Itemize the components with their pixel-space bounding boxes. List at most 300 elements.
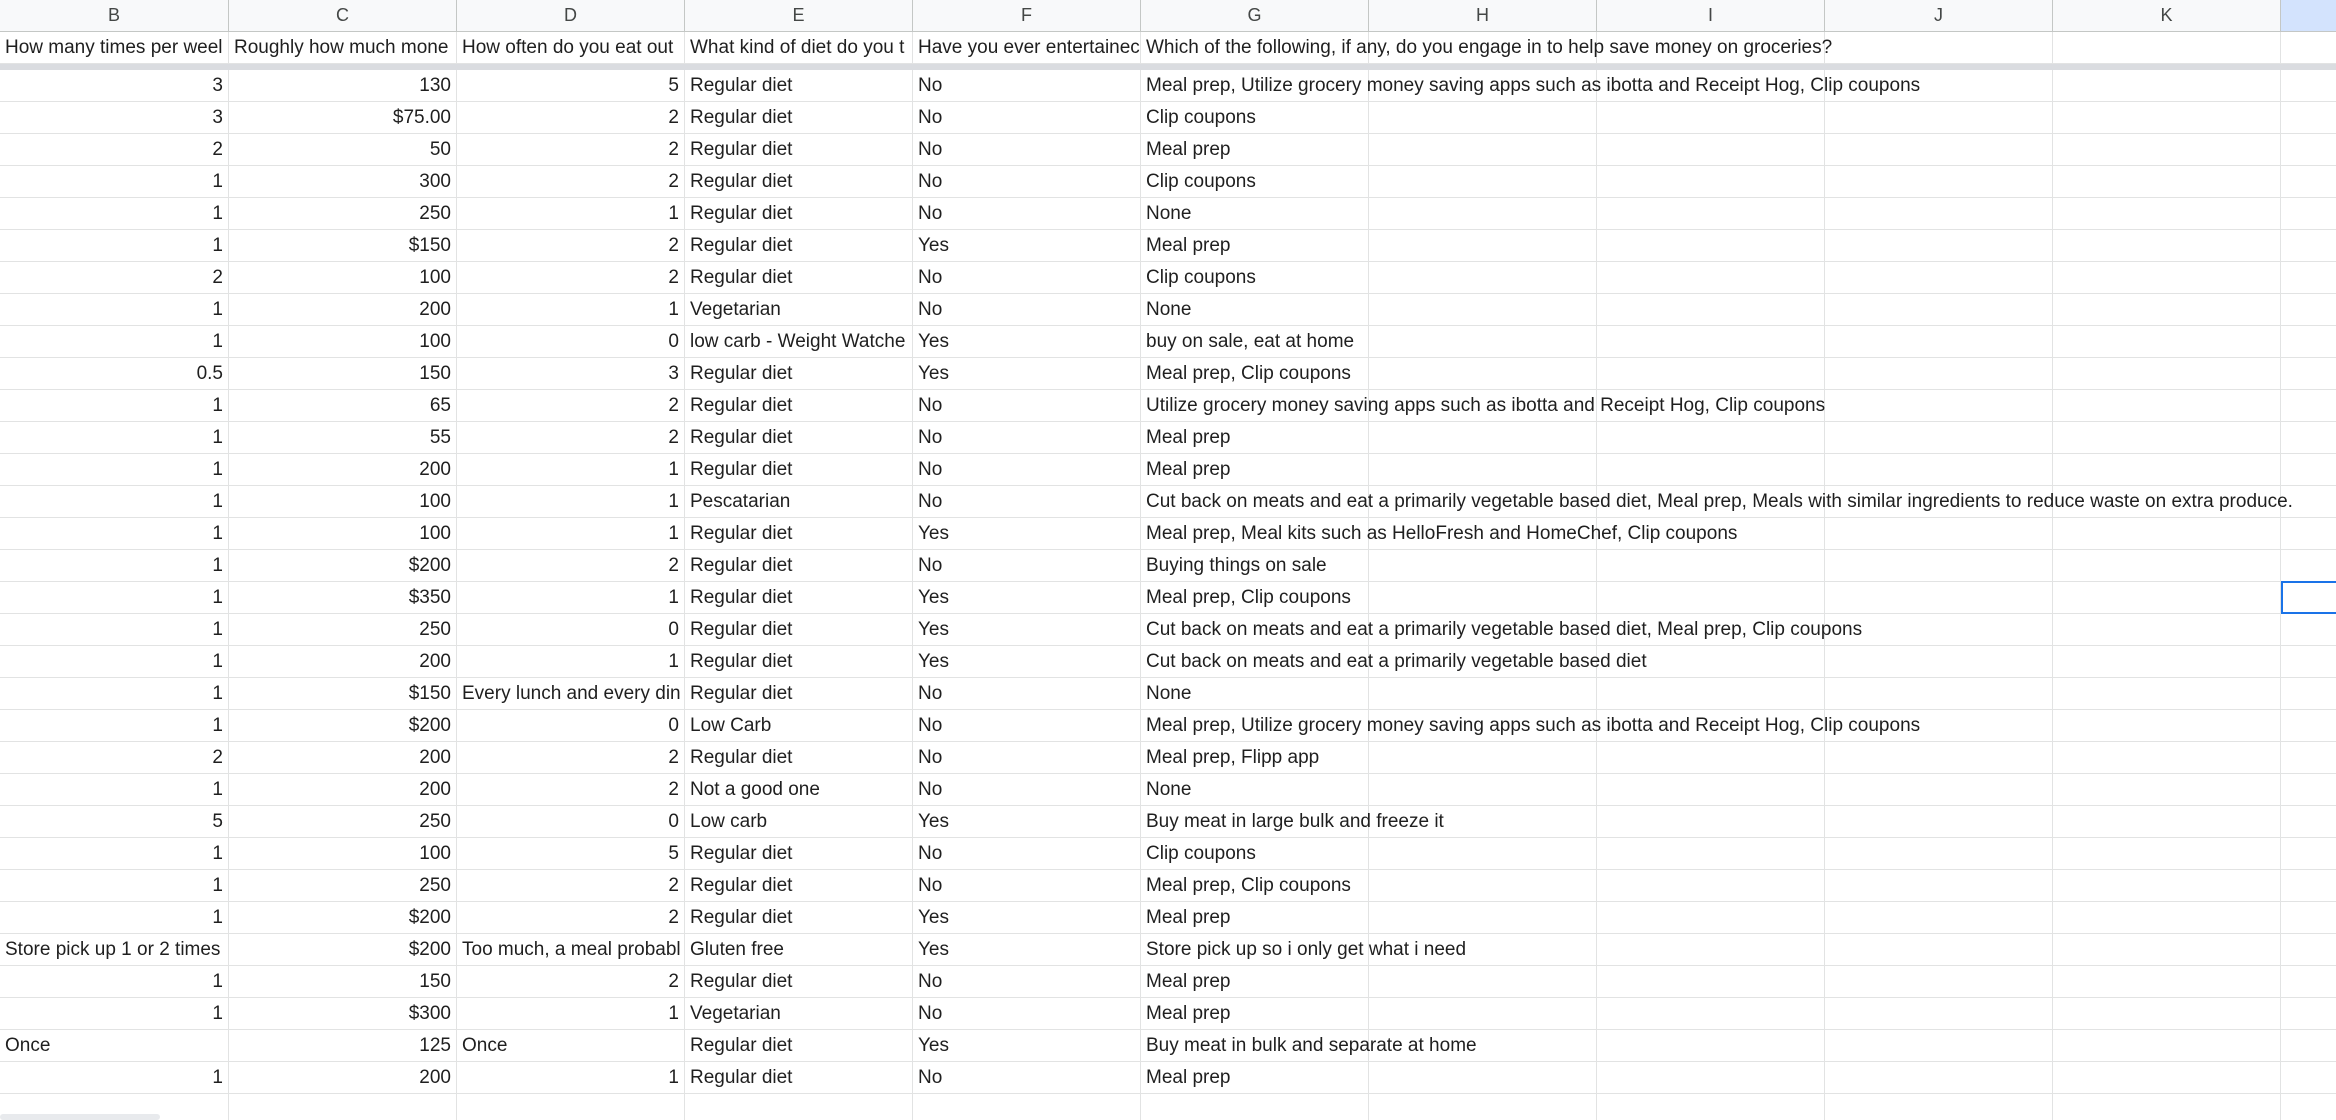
table-cell[interactable]: No [913,998,1141,1030]
table-cell[interactable]: $200 [229,710,457,742]
table-cell[interactable]: 1 [0,326,229,358]
table-cell[interactable] [1369,870,1597,902]
table-cell[interactable] [2053,70,2281,102]
table-cell[interactable] [1369,998,1597,1030]
table-cell[interactable] [1597,358,1825,390]
table-cell[interactable] [2053,262,2281,294]
table-cell[interactable]: Yes [913,646,1141,678]
table-cell[interactable]: Regular diet [685,390,913,422]
table-cell[interactable] [1825,550,2053,582]
table-cell[interactable] [1369,102,1597,134]
table-cell[interactable]: 2 [0,742,229,774]
header-cell[interactable] [2281,32,2336,64]
table-cell[interactable]: Meal prep, Clip coupons [1141,358,1369,390]
column-header-f[interactable]: F [913,0,1141,31]
table-cell[interactable]: 1 [0,582,229,614]
table-cell[interactable]: $150 [229,678,457,710]
table-cell[interactable]: No [913,678,1141,710]
table-cell[interactable] [1825,262,2053,294]
table-cell[interactable]: 2 [457,870,685,902]
table-cell[interactable] [1369,454,1597,486]
table-cell[interactable]: Meal prep, Utilize grocery money saving apps such as ibotta and Receipt Hog, Clip coupons [1141,710,1369,742]
table-cell[interactable] [2053,614,2281,646]
column-header-g[interactable]: G [1141,0,1369,31]
table-cell[interactable]: $150 [229,230,457,262]
table-cell[interactable] [1369,582,1597,614]
table-cell[interactable] [1825,134,2053,166]
table-cell[interactable]: 2 [457,102,685,134]
table-cell[interactable]: Clip coupons [1141,166,1369,198]
table-cell[interactable]: 1 [0,198,229,230]
table-cell[interactable]: $200 [229,934,457,966]
table-cell[interactable] [1597,934,1825,966]
table-cell[interactable]: Regular diet [685,262,913,294]
table-cell[interactable] [1825,998,2053,1030]
table-cell[interactable] [1825,966,2053,998]
table-cell[interactable]: Cut back on meats and eat a primarily vegetable based diet, Meal prep, Clip coupons [1141,614,1369,646]
table-cell[interactable]: 250 [229,870,457,902]
table-cell[interactable]: Yes [913,1030,1141,1062]
table-cell[interactable] [2281,678,2336,710]
table-cell[interactable]: No [913,870,1141,902]
table-cell[interactable]: 1 [0,390,229,422]
table-cell[interactable] [2281,518,2336,550]
table-cell[interactable] [2281,550,2336,582]
table-cell[interactable] [2053,1094,2281,1120]
table-cell[interactable] [2281,806,2336,838]
table-cell[interactable]: 100 [229,518,457,550]
table-cell[interactable] [2281,326,2336,358]
table-cell[interactable] [2281,134,2336,166]
table-cell[interactable] [1597,838,1825,870]
table-cell[interactable] [1597,1030,1825,1062]
table-cell[interactable] [2053,646,2281,678]
table-cell[interactable]: No [913,198,1141,230]
table-cell[interactable]: Regular diet [685,550,913,582]
table-cell[interactable] [2281,422,2336,454]
table-cell[interactable]: No [913,294,1141,326]
table-cell[interactable]: 2 [457,166,685,198]
column-header-j[interactable]: J [1825,0,2053,31]
table-cell[interactable]: Regular diet [685,646,913,678]
table-cell[interactable]: 1 [0,166,229,198]
table-cell[interactable]: Meal prep [1141,422,1369,454]
table-cell[interactable]: Meal prep, Utilize grocery money saving apps such as ibotta and Receipt Hog, Clip coupons [1141,70,1369,102]
table-cell[interactable]: Meal prep [1141,902,1369,934]
table-cell[interactable]: 130 [229,70,457,102]
table-cell[interactable]: 5 [457,70,685,102]
table-cell[interactable]: Regular diet [685,230,913,262]
table-cell[interactable]: Utilize grocery money saving apps such as ibotta and Receipt Hog, Clip coupons [1141,390,1369,422]
table-cell[interactable] [1825,1062,2053,1094]
table-cell[interactable] [2053,774,2281,806]
table-cell[interactable]: Cut back on meats and eat a primarily vegetable based diet, Meal prep, Meals with similar ingredients to reduce waste on extra produce. [1141,486,1369,518]
table-cell[interactable]: 55 [229,422,457,454]
table-cell[interactable]: No [913,166,1141,198]
table-cell[interactable] [1825,678,2053,710]
table-cell[interactable] [2053,966,2281,998]
table-cell[interactable] [1825,934,2053,966]
table-cell[interactable] [2053,678,2281,710]
table-cell[interactable]: 1 [0,1062,229,1094]
table-cell[interactable]: Once [457,1030,685,1062]
column-header-h[interactable]: H [1369,0,1597,31]
table-cell[interactable]: Yes [913,934,1141,966]
table-cell[interactable] [1597,550,1825,582]
table-cell[interactable] [2053,582,2281,614]
table-cell[interactable]: 1 [0,838,229,870]
table-cell[interactable]: 0.5 [0,358,229,390]
table-cell[interactable] [1369,550,1597,582]
table-cell[interactable]: Yes [913,518,1141,550]
table-cell[interactable] [1369,358,1597,390]
table-cell[interactable]: 250 [229,614,457,646]
table-cell[interactable]: No [913,486,1141,518]
table-cell[interactable] [1369,134,1597,166]
table-cell[interactable]: 2 [457,550,685,582]
table-cell[interactable] [1597,166,1825,198]
table-cell[interactable] [1597,774,1825,806]
table-cell[interactable]: Meal prep [1141,454,1369,486]
table-cell[interactable]: $200 [229,550,457,582]
table-cell[interactable]: Yes [913,614,1141,646]
table-cell[interactable]: 1 [0,614,229,646]
table-cell[interactable] [2053,518,2281,550]
table-cell[interactable] [1825,326,2053,358]
header-cell[interactable]: What kind of diet do you t [685,32,913,64]
table-cell[interactable] [2053,230,2281,262]
table-cell[interactable]: No [913,742,1141,774]
table-cell[interactable] [1369,422,1597,454]
table-cell[interactable]: 1 [0,710,229,742]
table-cell[interactable] [1825,518,2053,550]
table-cell[interactable] [2053,102,2281,134]
table-cell[interactable]: Regular diet [685,902,913,934]
table-cell[interactable] [1369,838,1597,870]
table-cell[interactable]: None [1141,678,1369,710]
table-cell[interactable] [2281,102,2336,134]
table-cell[interactable]: 1 [457,518,685,550]
table-cell[interactable] [2281,1094,2336,1120]
table-cell[interactable] [1825,902,2053,934]
table-cell[interactable] [1369,326,1597,358]
header-cell[interactable] [1825,32,2053,64]
table-cell[interactable] [1825,774,2053,806]
table-cell[interactable] [2053,198,2281,230]
table-cell[interactable] [1597,422,1825,454]
table-cell[interactable]: 2 [457,390,685,422]
table-cell[interactable]: 200 [229,646,457,678]
table-cell[interactable] [2281,774,2336,806]
table-cell[interactable]: Meal prep [1141,134,1369,166]
table-cell[interactable] [2281,454,2336,486]
column-header-b[interactable]: B [0,0,229,31]
table-cell[interactable]: 0 [457,710,685,742]
table-cell[interactable]: 2 [457,230,685,262]
table-cell[interactable]: 1 [0,774,229,806]
table-cell[interactable]: Regular diet [685,134,913,166]
header-cell[interactable] [2053,32,2281,64]
table-cell[interactable]: Vegetarian [685,294,913,326]
table-cell[interactable]: 100 [229,486,457,518]
table-cell[interactable] [2281,902,2336,934]
table-cell[interactable]: 65 [229,390,457,422]
table-cell[interactable]: Once [0,1030,229,1062]
table-cell[interactable] [1597,326,1825,358]
column-header-i[interactable]: I [1597,0,1825,31]
table-cell[interactable]: No [913,1062,1141,1094]
table-cell[interactable] [1597,262,1825,294]
table-cell[interactable]: Store pick up so i only get what i need [1141,934,1369,966]
table-cell[interactable]: 150 [229,358,457,390]
table-cell[interactable]: 1 [0,422,229,454]
table-cell[interactable]: 1 [0,454,229,486]
table-cell[interactable]: Regular diet [685,742,913,774]
table-cell[interactable]: buy on sale, eat at home [1141,326,1369,358]
table-cell[interactable] [2281,294,2336,326]
table-cell[interactable]: 3 [0,70,229,102]
table-cell[interactable] [1825,230,2053,262]
table-cell[interactable] [1369,742,1597,774]
table-cell[interactable]: Clip coupons [1141,838,1369,870]
table-cell[interactable]: Buy meat in bulk and separate at home [1141,1030,1369,1062]
table-cell[interactable]: Yes [913,902,1141,934]
table-cell[interactable] [1597,998,1825,1030]
table-cell[interactable]: No [913,422,1141,454]
table-cell[interactable]: 1 [457,646,685,678]
table-cell[interactable]: 1 [0,902,229,934]
table-cell[interactable]: 150 [229,966,457,998]
table-cell[interactable]: Pescatarian [685,486,913,518]
table-cell[interactable] [2053,998,2281,1030]
table-cell[interactable]: Vegetarian [685,998,913,1030]
table-cell[interactable] [1369,1094,1597,1120]
table-cell[interactable] [2053,742,2281,774]
table-cell[interactable] [2281,614,2336,646]
table-cell[interactable]: 1 [0,966,229,998]
table-cell[interactable]: Regular diet [685,582,913,614]
table-cell[interactable] [2281,166,2336,198]
table-cell[interactable]: No [913,966,1141,998]
table-cell[interactable]: Regular diet [685,838,913,870]
table-cell[interactable] [2053,326,2281,358]
table-cell[interactable]: 0 [457,806,685,838]
table-cell[interactable] [1825,742,2053,774]
table-cell[interactable] [229,1094,457,1120]
table-cell[interactable] [1369,678,1597,710]
table-cell[interactable]: Regular diet [685,870,913,902]
table-cell[interactable] [2053,134,2281,166]
header-cell[interactable]: How many times per weel [0,32,229,64]
table-cell[interactable] [2281,390,2336,422]
table-cell[interactable]: Yes [913,230,1141,262]
table-cell[interactable]: 2 [457,774,685,806]
table-cell[interactable] [2281,230,2336,262]
table-cell[interactable]: 2 [457,262,685,294]
table-cell[interactable]: Not a good one [685,774,913,806]
table-cell[interactable]: Every lunch and every din [457,678,685,710]
table-cell[interactable]: Clip coupons [1141,102,1369,134]
table-cell[interactable] [1369,294,1597,326]
table-cell[interactable]: Store pick up 1 or 2 times [0,934,229,966]
table-cell[interactable] [2281,262,2336,294]
table-cell[interactable]: Yes [913,326,1141,358]
table-cell[interactable]: No [913,710,1141,742]
table-cell[interactable]: Gluten free [685,934,913,966]
table-cell[interactable] [457,1094,685,1120]
table-cell[interactable]: 0 [457,326,685,358]
table-cell[interactable] [1369,198,1597,230]
table-cell[interactable]: Regular diet [685,358,913,390]
table-cell[interactable]: Buy meat in large bulk and freeze it [1141,806,1369,838]
table-cell[interactable]: 125 [229,1030,457,1062]
header-cell[interactable]: Roughly how much mone [229,32,457,64]
table-cell[interactable]: Cut back on meats and eat a primarily vegetable based diet [1141,646,1369,678]
table-cell[interactable]: None [1141,774,1369,806]
table-cell[interactable]: 2 [457,742,685,774]
table-cell[interactable]: $75.00 [229,102,457,134]
table-cell[interactable]: $200 [229,902,457,934]
column-header-c[interactable]: C [229,0,457,31]
table-cell[interactable] [2281,1062,2336,1094]
table-cell[interactable]: 5 [0,806,229,838]
table-cell[interactable]: 200 [229,774,457,806]
table-cell[interactable] [2053,1030,2281,1062]
table-cell[interactable]: 3 [457,358,685,390]
table-cell[interactable] [1825,1094,2053,1120]
table-cell[interactable] [2053,934,2281,966]
table-cell[interactable]: 1 [0,998,229,1030]
table-cell[interactable]: Regular diet [685,454,913,486]
table-cell[interactable]: Meal prep, Meal kits such as HelloFresh and HomeChef, Clip coupons [1141,518,1369,550]
table-cell[interactable]: None [1141,294,1369,326]
table-cell[interactable]: 200 [229,294,457,326]
table-cell[interactable]: Yes [913,582,1141,614]
table-cell[interactable] [2281,358,2336,390]
table-cell[interactable] [2053,454,2281,486]
table-cell[interactable]: Meal prep, Clip coupons [1141,870,1369,902]
table-cell[interactable]: 2 [457,134,685,166]
table-cell[interactable] [1825,166,2053,198]
table-cell[interactable] [1597,102,1825,134]
table-cell[interactable] [1825,870,2053,902]
table-cell[interactable] [1369,902,1597,934]
table-cell[interactable] [1597,294,1825,326]
table-cell[interactable]: No [913,262,1141,294]
table-cell[interactable] [2053,358,2281,390]
table-cell[interactable] [2053,806,2281,838]
table-cell[interactable]: 1 [457,294,685,326]
table-cell[interactable]: 50 [229,134,457,166]
table-cell[interactable] [2281,198,2336,230]
header-cell[interactable]: Which of the following, if any, do you engage in to help save money on groceries? [1141,32,1369,64]
table-cell[interactable] [2053,390,2281,422]
table-cell[interactable] [1597,870,1825,902]
table-cell[interactable]: $350 [229,582,457,614]
table-cell[interactable]: 200 [229,1062,457,1094]
table-cell[interactable]: No [913,134,1141,166]
table-cell[interactable]: 250 [229,806,457,838]
table-cell[interactable]: 250 [229,198,457,230]
table-cell[interactable]: 300 [229,166,457,198]
table-cell[interactable] [1597,678,1825,710]
table-cell[interactable] [2053,902,2281,934]
table-cell[interactable] [2281,998,2336,1030]
table-cell[interactable]: 1 [0,678,229,710]
table-cell[interactable]: Regular diet [685,166,913,198]
table-cell[interactable] [685,1094,913,1120]
table-cell[interactable]: No [913,838,1141,870]
table-cell[interactable] [2053,422,2281,454]
horizontal-scrollbar[interactable] [0,1114,160,1120]
table-cell[interactable] [1597,902,1825,934]
table-cell[interactable] [1825,646,2053,678]
table-cell[interactable] [1597,966,1825,998]
table-cell[interactable]: 1 [0,518,229,550]
table-cell[interactable]: Meal prep, Clip coupons [1141,582,1369,614]
header-cell[interactable]: Have you ever entertainec [913,32,1141,64]
table-cell[interactable] [1597,806,1825,838]
table-cell[interactable] [1141,1094,1369,1120]
table-cell[interactable]: Low carb [685,806,913,838]
table-cell[interactable]: Regular diet [685,1030,913,1062]
table-cell[interactable]: 1 [457,1062,685,1094]
table-cell[interactable] [1825,454,2053,486]
table-cell[interactable] [1825,582,2053,614]
table-cell[interactable]: low carb - Weight Watche [685,326,913,358]
column-header-d[interactable]: D [457,0,685,31]
table-cell[interactable] [1597,1094,1825,1120]
table-cell[interactable]: Buying things on sale [1141,550,1369,582]
table-cell[interactable]: 1 [457,582,685,614]
table-cell[interactable]: Regular diet [685,966,913,998]
table-cell[interactable] [1597,582,1825,614]
table-cell[interactable] [2281,838,2336,870]
table-cell[interactable]: 1 [457,998,685,1030]
table-cell[interactable]: Low Carb [685,710,913,742]
header-cell[interactable]: How often do you eat out [457,32,685,64]
table-cell[interactable] [2053,838,2281,870]
table-cell[interactable]: 200 [229,454,457,486]
table-cell[interactable]: 100 [229,838,457,870]
table-cell[interactable]: 1 [0,294,229,326]
table-cell[interactable]: Yes [913,806,1141,838]
table-cell[interactable]: Yes [913,358,1141,390]
table-cell[interactable] [1825,1030,2053,1062]
table-cell[interactable] [1825,806,2053,838]
table-cell[interactable] [1825,198,2053,230]
table-cell[interactable] [1825,838,2053,870]
column-header-e[interactable]: E [685,0,913,31]
table-cell[interactable] [1597,742,1825,774]
table-cell[interactable]: 2 [457,966,685,998]
table-cell[interactable] [1597,1062,1825,1094]
table-cell[interactable]: 1 [0,230,229,262]
table-cell[interactable]: 3 [0,102,229,134]
table-cell[interactable] [1825,390,2053,422]
table-cell[interactable]: No [913,550,1141,582]
table-cell[interactable] [913,1094,1141,1120]
table-cell[interactable] [1825,422,2053,454]
table-cell[interactable] [2053,550,2281,582]
table-cell[interactable]: Regular diet [685,422,913,454]
table-cell[interactable]: 1 [457,198,685,230]
table-cell[interactable]: 2 [0,262,229,294]
table-cell[interactable]: Meal prep [1141,230,1369,262]
table-cell[interactable]: Regular diet [685,1062,913,1094]
table-cell[interactable] [1369,1062,1597,1094]
table-cell[interactable]: No [913,70,1141,102]
